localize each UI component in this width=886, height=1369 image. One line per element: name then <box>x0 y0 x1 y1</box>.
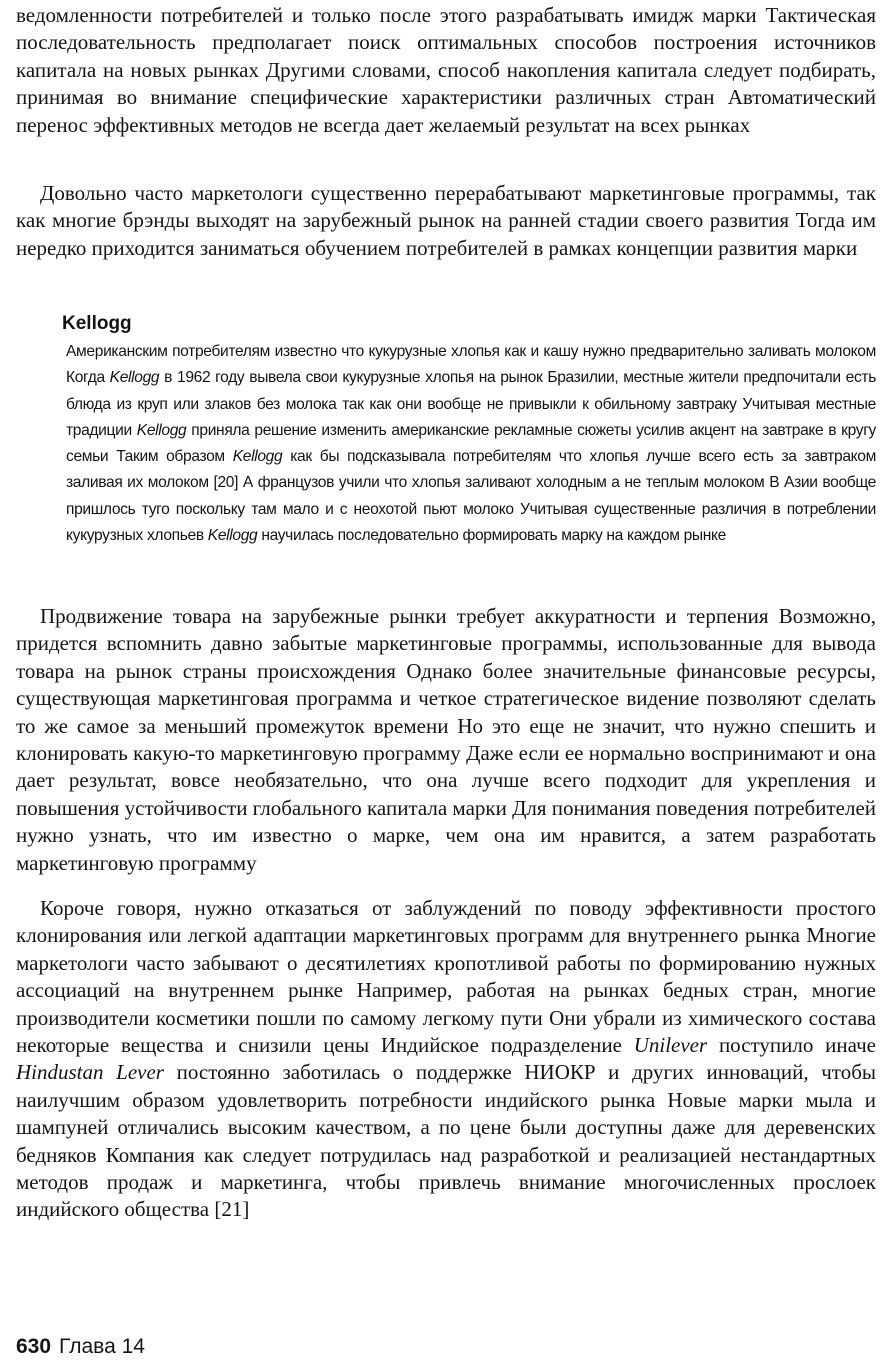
chapter-label: Глава 14 <box>59 1335 145 1358</box>
case-study-text-part: научилась последовательно формировать марку на каждом рынке <box>257 527 727 545</box>
brand-name-kellogg: Kellogg <box>207 527 258 545</box>
paragraph-text-part: Короче говоря, нужно отказаться от заблуждений по поводу эффективности простого клонирования или легкой адаптации маркетинговых программ для внутреннего рынка Многие маркетологи часто забывают о десятилетиях кропотливой работы по формированию нужных ассоциаций на внутреннем рынке Например, работая на рынках бедных стран, многие производители косметики пошли по самому легкому пути Они убрали из химического состава некоторые вещества и снизили цены Индийское подразделение <box>16 896 876 1058</box>
brand-name-kellogg: Kellogg <box>232 448 283 466</box>
case-study-title: Kellogg <box>62 313 132 334</box>
paragraph-promotion: Продвижение товара на зарубежные рынки требует аккуратности и терпения Возможно, придется вспомнить давно забытые маркетинговые программы, использованные для вывода товара на рынок страны происхождения Однако более значительные финансовые ресурсы, существующая маркетинговая программа и четкое стратегическое видение позволяют сделать то же самое за меньший промежуток времени Но это еще не значит, что нужно спешить и клонировать какую-то маркетинговую программу Даже если ее нормально воспринимают и она дает результат, вовсе необязательно, что она лучше всего подходит для укрепления и повышения устойчивости глобального капитала марки Для понимания поведения потребителей нужно узнать, что им известно о марке, чем она им нравится, а затем разработать маркетинговую программу <box>16 604 877 875</box>
case-study-text-part: Американским потребителям известно что кукурузные хлопья как и кашу нужно предварительно заливать молоком Когда <box>66 343 876 387</box>
brand-name-kellogg: Kellogg <box>136 421 187 439</box>
company-name-hindustan-lever: Hindustan Lever <box>16 1060 164 1085</box>
paragraph-cloning <box>16 895 876 1224</box>
company-name-unilever: Unilever <box>633 1033 708 1058</box>
paragraph-continuation: ведомленности потребителей и только после этого разрабатывать имидж марки Тактическая последовательность предполагает поиск оптимальных способов построения источников капитала на новых рынках Другими словами, способ накопления капитала следует подбирать, принимая во внимание специфические характеристики различных стран Автоматический перенос эффективных методов не всегда дает желаемый результат на всех рынках <box>16 3 876 137</box>
paragraph-brand-education: Довольно часто маркетологи существенно перерабатывают маркетинговые программы, так как многие брэнды выходят на зарубежный рынок на ранней стадии своего развития Тогда им нередко приходится заниматься обучением потребителей в рамках концепции развития марки <box>16 181 876 260</box>
paragraph-text-part: постоянно заботилась о поддержке НИОКР и других инноваций, чтобы наилучшим образом удовлетворить потребности индийского рынка Новые марки мыла и шампуней отличались высоким качеством, а по цене были доступны даже для деревенских бедняков Компания как следует потрудилась над разработкой и реализацией нестандартных методов продаж и маркетинга, чтобы привлечь внимание многочисленных прослоек индийского общества [21] <box>16 1060 876 1222</box>
page-number: 630 <box>16 1335 52 1358</box>
case-study-text-part: приняла решение изменить американские рекламные сюжеты усилив акцент на завтраке в кругу семьи Таким образом <box>66 421 876 466</box>
paragraph-text-part: поступило иначе <box>707 1033 876 1058</box>
brand-name-kellogg: Kellogg <box>109 369 160 387</box>
page-footer <box>16 1334 145 1360</box>
case-study-text-part: как бы подсказывала потребителям что хлопья лучше всего есть за завтраком заливая их молоком [20] А французов учили что хлопья заливают холодным а не теплым молоком В Азии вообще пришлось туго поскольку там мало и с неохотой пьют молоко Учитывая существенные различия в потреблении кукурузных хлопьев <box>66 448 876 545</box>
book-page <box>16 0 876 1369</box>
case-study-text-part: в 1962 году вывела свои кукурузные хлопья на рынок Бразилии, местные жители предпочитали есть блюда из круп или злаков без молока так как они вообще не привыкли к обильному завтраку Учитывая местные традиции <box>66 369 876 439</box>
case-study-box <box>54 312 876 549</box>
case-study-text <box>54 339 876 549</box>
